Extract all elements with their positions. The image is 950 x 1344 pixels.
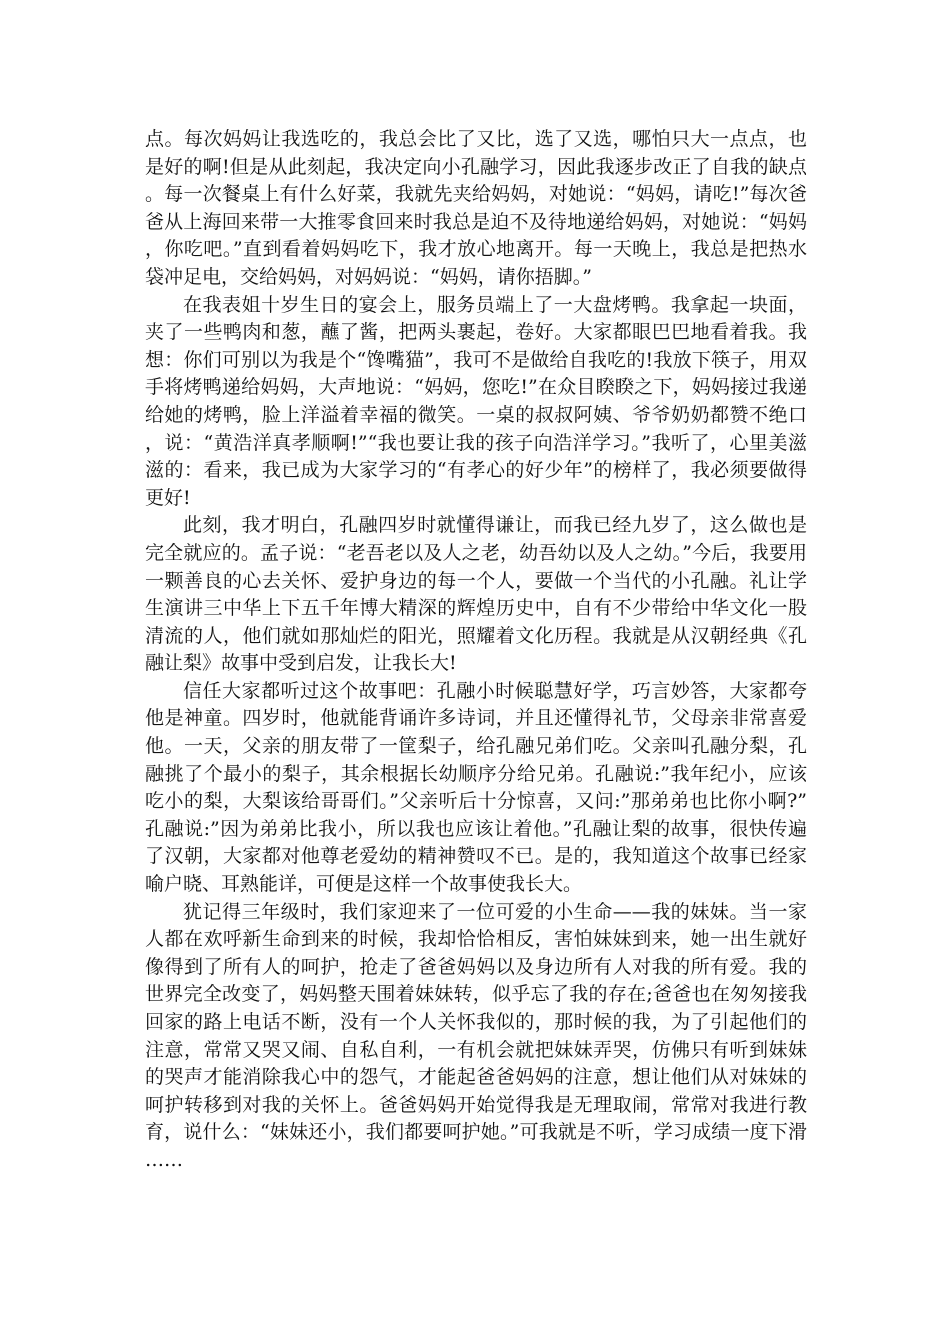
paragraph-3: 此刻，我才明白，孔融四岁时就懂得谦让，而我已经九岁了，这么做也是完全就应的。孟子说：“老吾老以及人之老，幼吾幼以及人之幼。”今后，我要用一颗善良的心去关怀、爱护身边的每一个人，要做一个当代的小孔融。礼让学生演讲三中华上下五千年博大精深的辉煌历史中，自有不少带给中华文化一股清流的人，他们就如那灿烂的阳光，照耀着文化历程。我就是从汉朝经典《孔融让梨》故事中受到启发，让我长大! — [145, 514, 807, 675]
paragraph-1: 点。每次妈妈让我选吃的，我总会比了又比，选了又选，哪怕只大一点点，也是好的啊!但是从此刻起，我决定向小孔融学习，因此我逐步改正了自我的缺点。每一次餐桌上有什么好菜，我就先夹给妈妈，对她说：“妈妈，请吃!”每次爸爸从上海回来带一大推零食回来时我总是迫不及待地递给妈妈，对她说：“妈妈，你吃吧。”直到看着妈妈吃下，我才放心地离开。每一天晚上，我总是把热水袋冲足电，交给妈妈，对妈妈说：“妈妈，请你捂脚。” — [145, 128, 807, 288]
paragraph-4: 信任大家都听过这个故事吧：孔融小时候聪慧好学，巧言妙答，大家都夸他是神童。四岁时，他就能背诵许多诗词，并且还懂得礼节，父母亲非常喜爱他。一天，父亲的朋友带了一筐梨子，给孔融兄弟们吃。父亲叫孔融分梨，孔融挑了个最小的梨子，其余根据长幼顺序分给兄弟。孔融说:”我年纪小，应该吃小的梨，大梨该给哥哥们。”父亲听后十分惊喜，又问:”那弟弟也比你小啊?”孔融说:”因为弟弟比我小，所以我也应该让着他。”孔融让梨的故事，很快传遍了汉朝，大家都对他尊老爱幼的精神赞叹不已。是的，我知道这个故事已经家喻户晓、耳熟能详，可便是这样一个故事使我长大。 — [145, 679, 807, 896]
document-page — [145, 126, 807, 1175]
paragraph-2: 在我表姐十岁生日的宴会上，服务员端上了一大盘烤鸭。我拿起一块面，夹了一些鸭肉和葱，蘸了酱，把两头裹起，卷好。大家都眼巴巴地看着我。我想：你们可别以为我是个“馋嘴猫”，我可不是做给自我吃的!我放下筷子，用双手将烤鸭递给妈妈，大声地说：“妈妈，您吃!”在众目睽睽之下，妈妈接过我递给她的烤鸭，脸上洋溢着幸福的微笑。一桌的叔叔阿姨、爷爷奶奶都赞不绝口，说：“黄浩洋真孝顺啊!”“我也要让我的孩子向浩洋学习。”我听了，心里美滋滋的：看来，我已成为大家学习的“有孝心的好少年”的榜样了，我必须要做得更好! — [145, 293, 807, 509]
paragraph-5: 犹记得三年级时，我们家迎来了一位可爱的小生命——我的妹妹。当一家人都在欢呼新生命到来的时候，我却恰恰相反，害怕妹妹到来，她一出生就好像得到了所有人的呵护，抢走了爸爸妈妈以及身边所有人对我的所有爱。我的世界完全改变了，妈妈整天围着妹妹转，似乎忘了我的存在;爸爸也在匆匆接我回家的路上电话不断，没有一个人关怀我似的，那时候的我，为了引起他们的注意，常常又哭又闹、自私自利，一有机会就把妹妹弄哭，仿佛只有听到妹妹的哭声才能消除我心中的怨气，才能起爸爸妈妈的注意，想让他们从对妹妹的呵护转移到对我的关怀上。爸爸妈妈开始觉得我是无理取闹，常常对我进行教育，说什么：“妹妹还小，我们都要呵护她。”可我就是不听，学习成绩一度下滑…… — [145, 900, 807, 1171]
